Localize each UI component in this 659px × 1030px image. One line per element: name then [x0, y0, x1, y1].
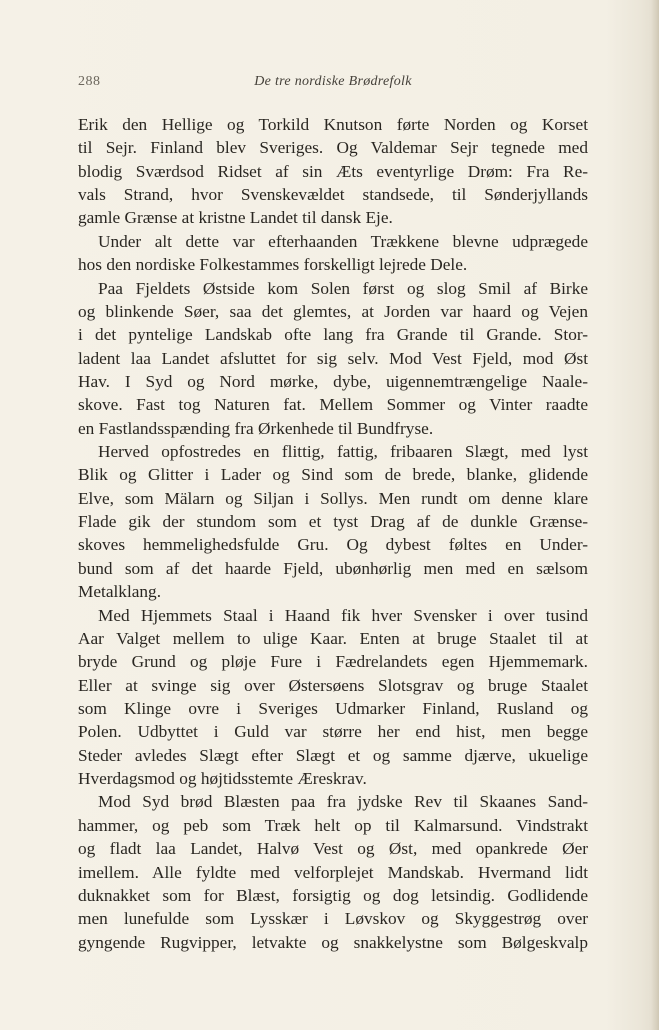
text-line: Hav. I Syd og Nord mørke, dybe, uigennemtrængelige Naale- [78, 371, 588, 391]
text-line: Steder avledes Slægt efter Slægt et og samme djærve, ukuelige [78, 745, 588, 765]
text-line: men lunefulde som Lysskær i Løvskov og Skyggestrøg over [78, 909, 588, 929]
text-line: gyngende Rugvipper, letvakte og snakkelystne som Bølgeskvalp [78, 932, 588, 952]
text-line: Metalklang. [78, 582, 162, 602]
page-header [78, 74, 588, 96]
text-line: en Fastlandsspænding fra Ørkenhede til Bundfryse. [78, 418, 434, 438]
text-line: Under alt dette var efterhaanden Trækkene blevne udprægede [98, 231, 588, 251]
text-line: Hverdagsmod og højtidsstemte Æreskrav. [78, 769, 367, 789]
text-line: Polen. Udbyttet i Guld var større her end hist, men begge [78, 722, 588, 742]
body-text [78, 113, 588, 954]
text-line: Herved opfostredes en flittig, fattig, fribaaren Slægt, med lyst [98, 442, 588, 462]
text-line: som Klinge ovre i Sveriges Udmarker Finland, Rusland og [78, 698, 588, 718]
running-title: De tre nordiske Brødrefolk [254, 74, 412, 89]
text-line: gamle Grænse at kristne Landet til dansk Eje. [78, 208, 393, 228]
text-line: Med Hjemmets Staal i Haand fik hver Svensker i over tusind [98, 605, 588, 625]
text-line: imellem. Alle fyldte med velforplejet Mandskab. Hvermand lidt [78, 862, 588, 882]
text-line: i det pyntelige Landskab ofte lang fra Grande til Grande. Stor- [78, 325, 588, 345]
text-line: og blinkende Søer, saa det glemtes, at Jorden var haard og Vejen [78, 301, 588, 321]
text-line: hos den nordiske Folkestammes forskelligt lejrede Dele. [78, 255, 468, 275]
text-line: Elve, som Mälarn og Siljan i Sollys. Men rundt om denne klare [78, 488, 588, 508]
text-line: Erik den Hellige og Torkild Knutson førte Norden og Korset [78, 115, 588, 134]
text-line: til Sejr. Finland blev Sveriges. Og Valdemar Sejr tegnede med [78, 138, 588, 158]
text-line: skoves hemmelighedsfulde Gru. Og dybest føltes en Under- [78, 535, 588, 555]
text-line: hammer, og peb som Træk helt op til Kalmarsund. Vindstrakt [78, 815, 588, 835]
page-number: 288 [78, 74, 101, 89]
text-line: og fladt laa Landet, Halvø Vest og Øst, med opankrede Øer [78, 839, 588, 859]
text-line: Aar Valget mellem to ulige Kaar. Enten at bruge Staalet til at [78, 628, 588, 648]
text-line: Paa Fjeldets Østside kom Solen først og slog Smil af Birke [98, 278, 588, 298]
text-line: ladent laa Landet afsluttet for sig selv. Mod Vest Fjeld, mod Øst [78, 348, 588, 368]
text-line: duknakket som for Blæst, forsigtig og dog letsindig. Godlidende [78, 885, 588, 905]
text-line: skove. Fast tog Naturen fat. Mellem Sommer og Vinter raadte [78, 395, 588, 415]
page-edge-shadow [651, 0, 659, 1030]
text-line: blodig Sværdsod Ridset af sin Æts eventyrlige Drøm: Fra Re- [78, 161, 588, 181]
text-line: Blik og Glitter i Lader og Sind som de brede, blanke, glidende [78, 465, 588, 485]
text-line: Flade gik der stundom som et tyst Drag af de dunkle Grænse- [78, 512, 588, 532]
text-line: bund som af det haarde Fjeld, ubønhørlig men med en sælsom [78, 558, 588, 578]
text-line: vals Strand, hvor Svenskevældet standsede, til Sønderjyllands [78, 185, 588, 205]
text-line: Eller at svinge sig over Østersøens Slotsgrav og bruge Staalet [78, 675, 588, 695]
text-line: Mod Syd brød Blæsten paa fra jydske Rev til Skaanes Sand- [98, 792, 588, 812]
text-line: bryde Grund og pløje Fure i Fædrelandets egen Hjemmemark. [78, 652, 588, 672]
